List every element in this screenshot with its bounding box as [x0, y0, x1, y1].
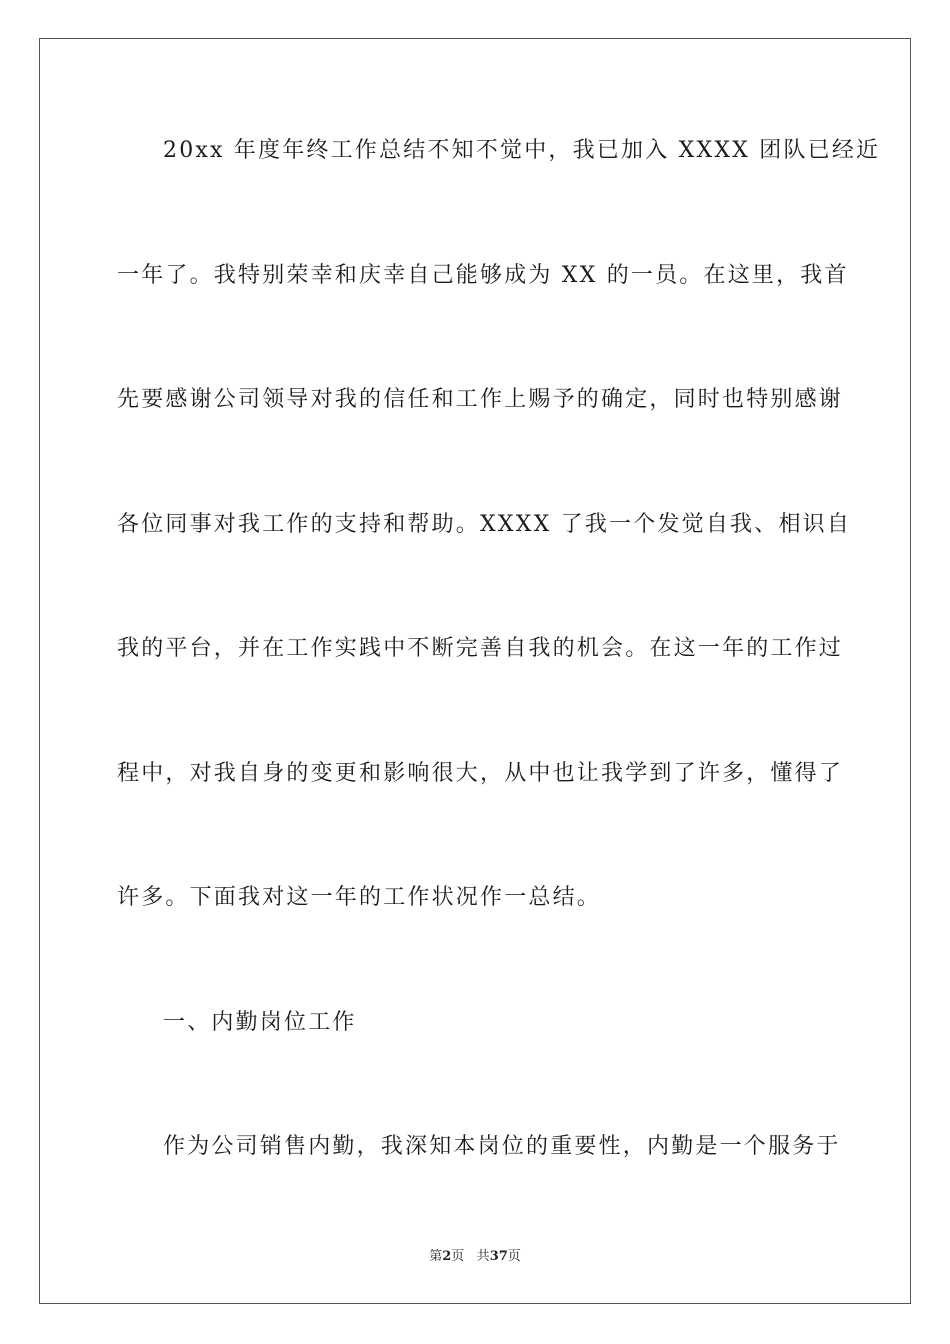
- total-suffix: 页: [507, 1249, 521, 1264]
- page-prefix: 第: [429, 1249, 443, 1264]
- text-line-5: 我的平台，并在工作实践中不断完善自我的机会。在这一年的工作过: [117, 636, 844, 661]
- total-pages: 37: [489, 1249, 508, 1264]
- page-suffix: 页: [451, 1249, 465, 1264]
- text-line-3: 先要感谢公司领导对我的信任和工作上赐予的确定，同时也特别感谢: [117, 387, 844, 412]
- page-number: 2: [442, 1249, 452, 1264]
- page-border: [39, 38, 911, 1304]
- total-prefix: 共: [476, 1249, 490, 1264]
- text-line-4: 各位同事对我工作的支持和帮助。XXXX 了我一个发觉自我、相识自: [117, 512, 852, 537]
- page-footer: [0, 1248, 950, 1266]
- text-line-1: 20xx 年度年终工作总结不知不觉中，我已加入 XXXX 团队已经近: [163, 138, 881, 163]
- text-line-6: 程中，对我自身的变更和影响很大，从中也让我学到了许多，懂得了: [117, 761, 844, 786]
- section-heading: 一、内勤岗位工作: [163, 1010, 357, 1035]
- text-line-7: 许多。下面我对这一年的工作状况作一总结。: [117, 885, 602, 910]
- text-line-2: 一年了。我特别荣幸和庆幸自己能够成为 XX 的一员。在这里，我首: [117, 263, 849, 288]
- text-line-9: 作为公司销售内勤，我深知本岗位的重要性，内勤是一个服务于: [163, 1134, 841, 1159]
